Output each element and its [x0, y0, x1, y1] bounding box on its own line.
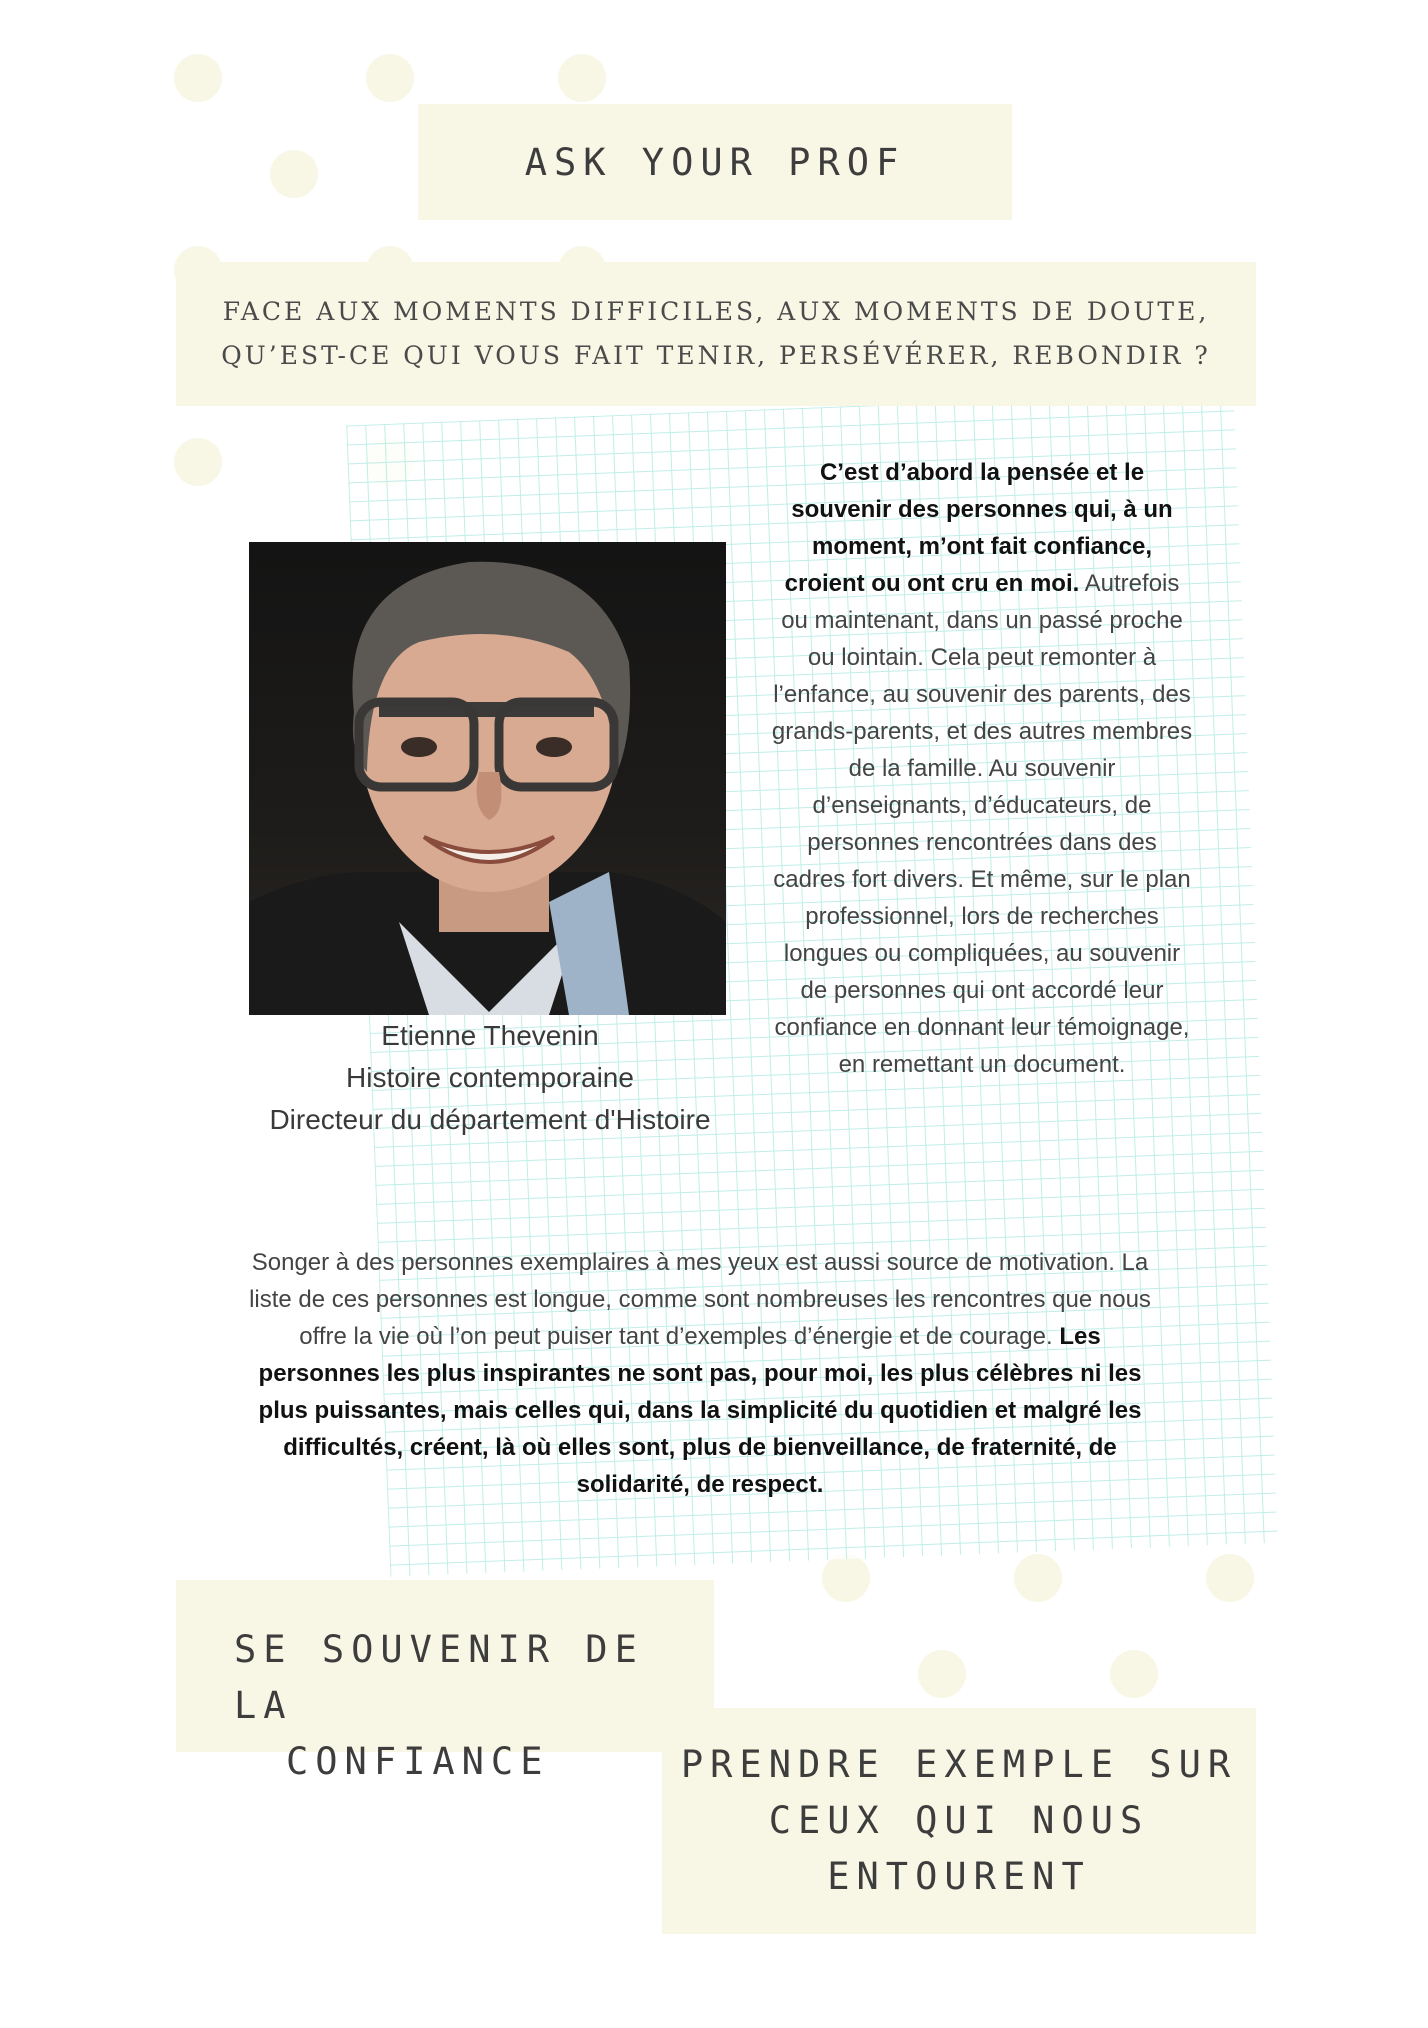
- decorative-dot: [1110, 1650, 1158, 1698]
- takeaway-1-line-2: CONFIANCE: [286, 1740, 550, 1783]
- page-title: [418, 104, 1012, 220]
- decorative-dot: [366, 54, 414, 102]
- answer-paragraph-2-bold: Les personnes les plus inspirantes ne sont pas, pour moi, les plus célèbres ni les plus puissantes, mais celles qui, dans la simplicité du quotidien et malgré les difficultés, créent, là où elles sont, plus de bienveillance, de fraternité, de solidarité, de respect.: [258, 1323, 1142, 1498]
- takeaway-2-line-3: ENTOURENT: [827, 1855, 1091, 1898]
- decorative-dot: [822, 1554, 870, 1602]
- answer-paragraph-1: [770, 454, 1194, 1083]
- professor-portrait: [249, 542, 726, 1015]
- portrait-illustration: [249, 542, 726, 1015]
- decorative-dot: [558, 54, 606, 102]
- page-title-text: ASK YOUR PROF: [524, 140, 906, 184]
- profile-field: Histoire contemporaine: [346, 1062, 634, 1093]
- answer-paragraph-1-bold: C’est d’abord la pensée et le souvenir des personnes qui, à un moment, m’ont fait confiance, croient ou ont cru en moi.: [784, 459, 1173, 597]
- decorative-dot: [1014, 1554, 1062, 1602]
- takeaway-box-1: [176, 1580, 714, 1783]
- decorative-dot: [270, 150, 318, 198]
- profile-name: Etienne Thevenin: [381, 1020, 599, 1051]
- takeaway-2-line-2: CEUX QUI NOUS: [768, 1799, 1150, 1842]
- profile-role: Directeur du département d'Histoire: [269, 1104, 711, 1135]
- question-banner: [176, 262, 1256, 406]
- profile-caption: [230, 1015, 750, 1141]
- question-line-1: FACE AUX MOMENTS DIFFICILES, AUX MOMENTS DE DOUTE,: [222, 297, 1210, 326]
- takeaway-1-text: [234, 1622, 714, 1790]
- decorative-dot: [174, 54, 222, 102]
- takeaway-1-line-1: SE SOUVENIR DE LA: [234, 1628, 644, 1727]
- decorative-dot: [918, 1650, 966, 1698]
- decorative-dot: [1206, 1554, 1254, 1602]
- answer-paragraph-2-text: Songer à des personnes exemplaires à mes yeux est aussi source de motivation. La liste de ces personnes est longue, comme sont nombreuses les rencontres que nous offre la vie où l’on peut puiser tant d’exemples d’énergie et de courage.: [249, 1249, 1151, 1350]
- takeaway-2-line-1: PRENDRE EXEMPLE SUR: [680, 1743, 1238, 1786]
- takeaway-box-2: [662, 1708, 1256, 1934]
- answer-paragraph-1-text: Autrefois ou maintenant, dans un passé proche ou lointain. Cela peut remonter à l’enfance, au souvenir des parents, des grands-parents, et des autres membres de la famille. Au souvenir d’enseignants, d’éducateurs, de personnes rencontrées dans des cadres fort divers. Et même, sur le plan professionnel, lors de recherches longues ou compliquées, au souvenir de personnes qui ont accordé leur confiance en donnant leur témoignage, en remettant un document.: [771, 570, 1193, 1078]
- answer-paragraph-2: [238, 1244, 1162, 1503]
- question-line-2: QU’EST-CE QUI VOUS FAIT TENIR, PERSÉVÉRER, REBONDIR ?: [221, 341, 1211, 370]
- decorative-dot: [174, 438, 222, 486]
